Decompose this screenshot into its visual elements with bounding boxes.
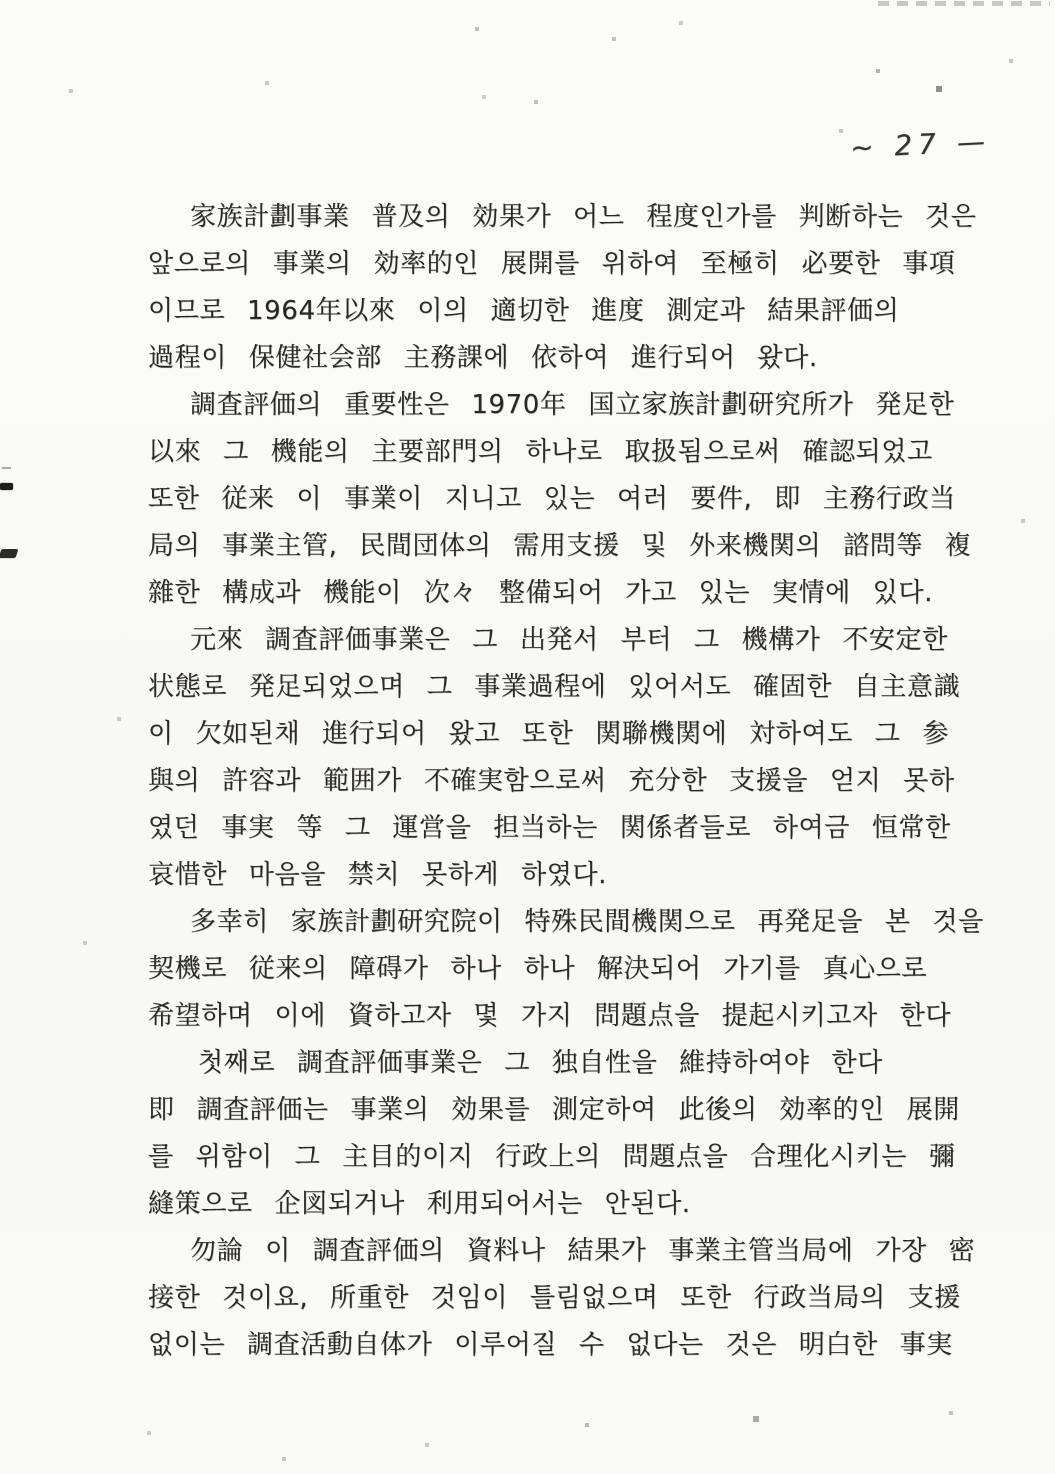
text-line: 또한 従来 이 事業이 지니고 있는 여러 要件, 即 主務行政当 bbox=[148, 484, 956, 514]
text-line: 元來 調査評価事業은 그 出発서 부터 그 機構가 不安定한 bbox=[190, 625, 948, 655]
text-line: 希望하며 이에 資하고자 몇 가지 問題点을 提起시키고자 한다 bbox=[148, 1001, 952, 1031]
text-line: 與의 許容과 範囲가 不確実함으로써 充分한 支援을 얻지 못하 bbox=[148, 766, 955, 796]
text-line: 多幸히 家族計劃研究院이 特殊民間機関으로 再発足을 본 것을 bbox=[190, 907, 984, 937]
text-line: 接한 것이요, 所重한 것임이 틀림없으며 또한 行政当局의 支援 bbox=[148, 1283, 961, 1313]
text-line: 哀惜한 마음을 禁치 못하게 하였다. bbox=[148, 860, 607, 890]
text-block bbox=[148, 194, 984, 1369]
page-number: ~ 27 — bbox=[849, 124, 992, 165]
text-line: 即 調査評価는 事業의 効果를 測定하여 此後의 効率的인 展開 bbox=[148, 1095, 960, 1125]
scan-noise-specks bbox=[0, 0, 2, 2]
text-line: 였던 事実 等 그 運営을 担当하는 関係者들로 하여금 恒常한 bbox=[148, 813, 951, 843]
text-line: 以來 그 機能의 主要部門의 하나로 取扱됨으로써 確認되었고 bbox=[148, 437, 933, 467]
text-line: 이 欠如된채 進行되어 왔고 또한 関聯機関에 対하여도 그 参 bbox=[148, 719, 949, 749]
scan-artifact-left-mark-2 bbox=[0, 483, 13, 490]
scan-artifact-top-streak bbox=[878, 1, 1050, 6]
text-line: 契機로 従来의 障碍가 하나 하나 解決되어 가기를 真心으로 bbox=[148, 954, 928, 984]
text-line: 調査評価의 重要性은 1970年 国立家族計劃研究所가 発足한 bbox=[190, 390, 955, 420]
text-line: 状態로 発足되었으며 그 事業過程에 있어서도 確固한 自主意識 bbox=[148, 672, 961, 702]
text-line: 過程이 保健社会部 主務課에 依하여 進行되어 왔다. bbox=[148, 343, 818, 373]
text-line: 를 위함이 그 主目的이지 行政上의 問題点을 合理化시키는 彌 bbox=[148, 1142, 956, 1172]
text-line: 첫째로 調査評価事業은 그 独自性을 維持하여야 한다 bbox=[198, 1048, 883, 1078]
text-line: 없이는 調査活動自体가 이루어질 수 없다는 것은 明白한 事実 bbox=[148, 1330, 953, 1360]
scan-artifact-left-mark-1 bbox=[2, 467, 11, 469]
text-line: 이므로 1964年以來 이의 適切한 進度 測定과 結果評価의 bbox=[148, 296, 900, 326]
text-line: 앞으로의 事業의 効率的인 展開를 위하여 至極히 必要한 事項 bbox=[148, 249, 956, 279]
text-line: 縫策으로 企図되거나 利用되어서는 안된다. bbox=[148, 1189, 691, 1219]
text-line: 家族計劃事業 普及의 効果가 어느 程度인가를 判断하는 것은 bbox=[190, 202, 977, 232]
scan-artifact-left-mark-3 bbox=[0, 549, 18, 558]
text-line: 雜한 構成과 機能이 次々 整備되어 가고 있는 実情에 있다. bbox=[148, 578, 933, 608]
text-line: 局의 事業主管, 民間団体의 需用支援 및 外来機関의 諮問等 複 bbox=[148, 531, 972, 561]
text-line: 勿論 이 調査評価의 資料나 結果가 事業主管当局에 가장 密 bbox=[190, 1236, 976, 1266]
